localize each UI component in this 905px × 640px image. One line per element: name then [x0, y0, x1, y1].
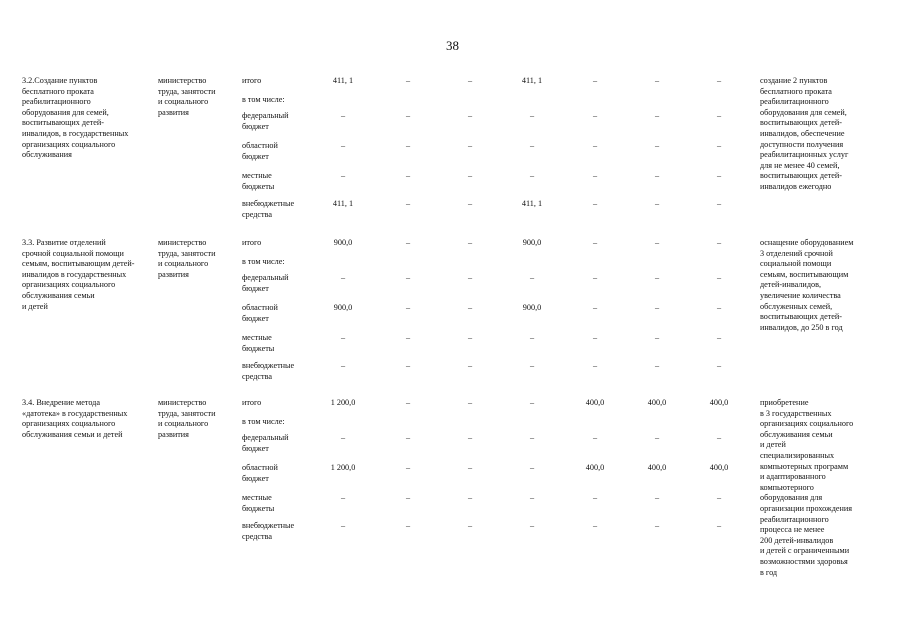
funding-source: в том числе:: [242, 95, 285, 104]
funding-source: областной бюджет: [242, 463, 278, 483]
funding-value: 900,0: [522, 238, 542, 247]
funding-row: [0, 333, 905, 359]
funding-value: –: [405, 273, 411, 282]
expected-result: создание 2 пунктов бесплатного проката реабилитационного оборудования для семей, воспитывающих детей- инвалидов, обеспечение доступности получения реабилитационных услуг для не менее 40 семей, воспитывающих детей- инвалидов ежегодно: [760, 76, 849, 191]
funding-value: –: [592, 111, 598, 120]
funding-value: –: [529, 141, 535, 150]
funding-source: итого: [242, 238, 262, 247]
funding-source: федеральный бюджет: [242, 433, 289, 453]
funding-source: внебюджетные средства: [242, 361, 295, 381]
funding-source: итого: [242, 76, 262, 85]
funding-source: местные бюджеты: [242, 333, 275, 353]
funding-value: –: [340, 273, 346, 282]
funding-value: –: [467, 361, 473, 370]
funding-source: областной бюджет: [242, 303, 278, 323]
funding-value: –: [529, 433, 535, 442]
funding-value: –: [467, 333, 473, 342]
funding-value: –: [405, 521, 411, 530]
funding-value: 1 200,0: [330, 398, 356, 407]
funding-value: –: [716, 273, 722, 282]
funding-value: –: [529, 333, 535, 342]
funding-value: 400,0: [709, 398, 729, 407]
funding-value: 400,0: [709, 463, 729, 472]
funding-row: [0, 303, 905, 329]
funding-value: –: [654, 199, 660, 208]
funding-value: –: [654, 493, 660, 502]
funding-row: [0, 171, 905, 197]
funding-value: –: [716, 303, 722, 312]
funding-value: –: [405, 111, 411, 120]
funding-value: –: [529, 493, 535, 502]
funding-value: –: [467, 141, 473, 150]
funding-value: 400,0: [647, 463, 667, 472]
funding-source: внебюджетные средства: [242, 199, 295, 219]
funding-source: внебюджетные средства: [242, 521, 295, 541]
funding-value: –: [405, 199, 411, 208]
funding-source: итого: [242, 398, 262, 407]
responsible-organization: министерство труда, занятости и социального развития: [158, 238, 216, 279]
funding-row: [0, 361, 905, 387]
funding-value: –: [654, 76, 660, 85]
funding-row: [0, 199, 905, 225]
funding-value: –: [405, 493, 411, 502]
funding-value: –: [716, 111, 722, 120]
funding-value: –: [529, 361, 535, 370]
funding-value: –: [654, 141, 660, 150]
funding-value: –: [592, 199, 598, 208]
funding-value: –: [716, 521, 722, 530]
funding-source: в том числе:: [242, 417, 285, 426]
funding-source: местные бюджеты: [242, 493, 275, 513]
funding-value: –: [592, 76, 598, 85]
funding-value: –: [405, 361, 411, 370]
funding-value: –: [592, 273, 598, 282]
funding-value: –: [716, 333, 722, 342]
funding-value: –: [467, 303, 473, 312]
funding-value: –: [405, 463, 411, 472]
funding-value: –: [467, 171, 473, 180]
funding-value: 900,0: [333, 303, 353, 312]
funding-value: –: [467, 493, 473, 502]
funding-source: федеральный бюджет: [242, 111, 289, 131]
responsible-organization: министерство труда, занятости и социального развития: [158, 76, 216, 117]
funding-value: –: [592, 493, 598, 502]
funding-value: –: [529, 521, 535, 530]
funding-value: –: [340, 521, 346, 530]
funding-value: –: [405, 76, 411, 85]
funding-value: –: [654, 273, 660, 282]
measure-description: 3.3. Развитие отделений срочной социальной помощи семьям, воспитывающим детей- инвалидов в государственных организациях социального обслуживания семьи и детей: [22, 238, 135, 311]
funding-value: –: [592, 141, 598, 150]
funding-value: –: [405, 141, 411, 150]
funding-value: –: [340, 141, 346, 150]
funding-value: –: [654, 303, 660, 312]
funding-value: –: [405, 303, 411, 312]
funding-value: –: [467, 433, 473, 442]
funding-value: 400,0: [585, 463, 605, 472]
funding-value: –: [654, 521, 660, 530]
funding-row: [0, 463, 905, 489]
funding-value: –: [716, 171, 722, 180]
expected-result: оснащение оборудованием 3 отделений срочной социальной помощи семьям, воспитывающим детей-инвалидов, увеличение количества обслуженных семей, воспитывающих детей- инвалидов, до 250 в год: [760, 238, 854, 332]
funding-value: –: [467, 76, 473, 85]
funding-value: –: [654, 333, 660, 342]
funding-value: –: [592, 238, 598, 247]
funding-value: –: [529, 463, 535, 472]
funding-row: [0, 493, 905, 519]
expected-result: приобретение в 3 государственных организациях социального обслуживания семьи и детей специализированных компьютерных программ и адаптированного компьютерного оборудования для организации прохождения реабилитационного процесса не менее 200 детей-инвалидов и детей с ограниченными возможностями здоровья в год: [760, 398, 854, 577]
funding-value: 400,0: [647, 398, 667, 407]
funding-value: –: [716, 76, 722, 85]
funding-value: –: [340, 493, 346, 502]
funding-value: –: [467, 111, 473, 120]
funding-value: 400,0: [585, 398, 605, 407]
funding-value: 411, 1: [521, 199, 543, 208]
funding-value: –: [654, 238, 660, 247]
funding-row: [0, 111, 905, 137]
funding-value: –: [592, 303, 598, 312]
funding-row: [0, 433, 905, 459]
funding-value: –: [716, 493, 722, 502]
funding-value: –: [467, 398, 473, 407]
funding-value: –: [405, 433, 411, 442]
funding-value: –: [467, 238, 473, 247]
funding-value: –: [716, 433, 722, 442]
funding-value: –: [716, 141, 722, 150]
funding-value: –: [405, 333, 411, 342]
funding-value: –: [405, 171, 411, 180]
funding-value: –: [592, 171, 598, 180]
funding-value: –: [340, 333, 346, 342]
funding-value: –: [654, 433, 660, 442]
funding-value: 411, 1: [332, 199, 354, 208]
funding-row: [0, 521, 905, 547]
funding-value: –: [529, 273, 535, 282]
funding-value: –: [592, 361, 598, 370]
responsible-organization: министерство труда, занятости и социального развития: [158, 398, 216, 439]
funding-value: –: [340, 111, 346, 120]
funding-value: 411, 1: [332, 76, 354, 85]
funding-value: –: [467, 273, 473, 282]
measure-description: 3.4. Внедрение метода «датотека» в государственных организациях социального обслуживания семьи и детей: [22, 398, 128, 439]
funding-value: –: [529, 111, 535, 120]
funding-value: –: [340, 171, 346, 180]
funding-value: –: [405, 238, 411, 247]
funding-source: в том числе:: [242, 257, 285, 266]
funding-row: [0, 273, 905, 299]
funding-value: –: [654, 171, 660, 180]
funding-value: –: [654, 361, 660, 370]
funding-value: –: [467, 463, 473, 472]
funding-value: –: [716, 238, 722, 247]
funding-source: областной бюджет: [242, 141, 278, 161]
funding-value: –: [405, 398, 411, 407]
funding-row: [0, 141, 905, 167]
funding-value: –: [716, 199, 722, 208]
funding-value: –: [529, 398, 535, 407]
funding-source: федеральный бюджет: [242, 273, 289, 293]
funding-value: –: [654, 111, 660, 120]
funding-value: –: [592, 333, 598, 342]
funding-value: 900,0: [522, 303, 542, 312]
funding-value: –: [592, 433, 598, 442]
page-number: 38: [446, 38, 459, 53]
funding-value: –: [340, 361, 346, 370]
funding-value: –: [467, 199, 473, 208]
funding-value: 411, 1: [521, 76, 543, 85]
funding-value: –: [529, 171, 535, 180]
funding-value: –: [467, 521, 473, 530]
funding-value: –: [592, 521, 598, 530]
measure-description: 3.2.Создание пунктов бесплатного проката реабилитационного оборудования для семей, воспитывающих детей- инвалидов, в государственных организациях социального обслуживания: [22, 76, 129, 160]
funding-value: 900,0: [333, 238, 353, 247]
funding-source: местные бюджеты: [242, 171, 275, 191]
funding-value: –: [716, 361, 722, 370]
funding-value: –: [340, 433, 346, 442]
funding-value: 1 200,0: [330, 463, 356, 472]
